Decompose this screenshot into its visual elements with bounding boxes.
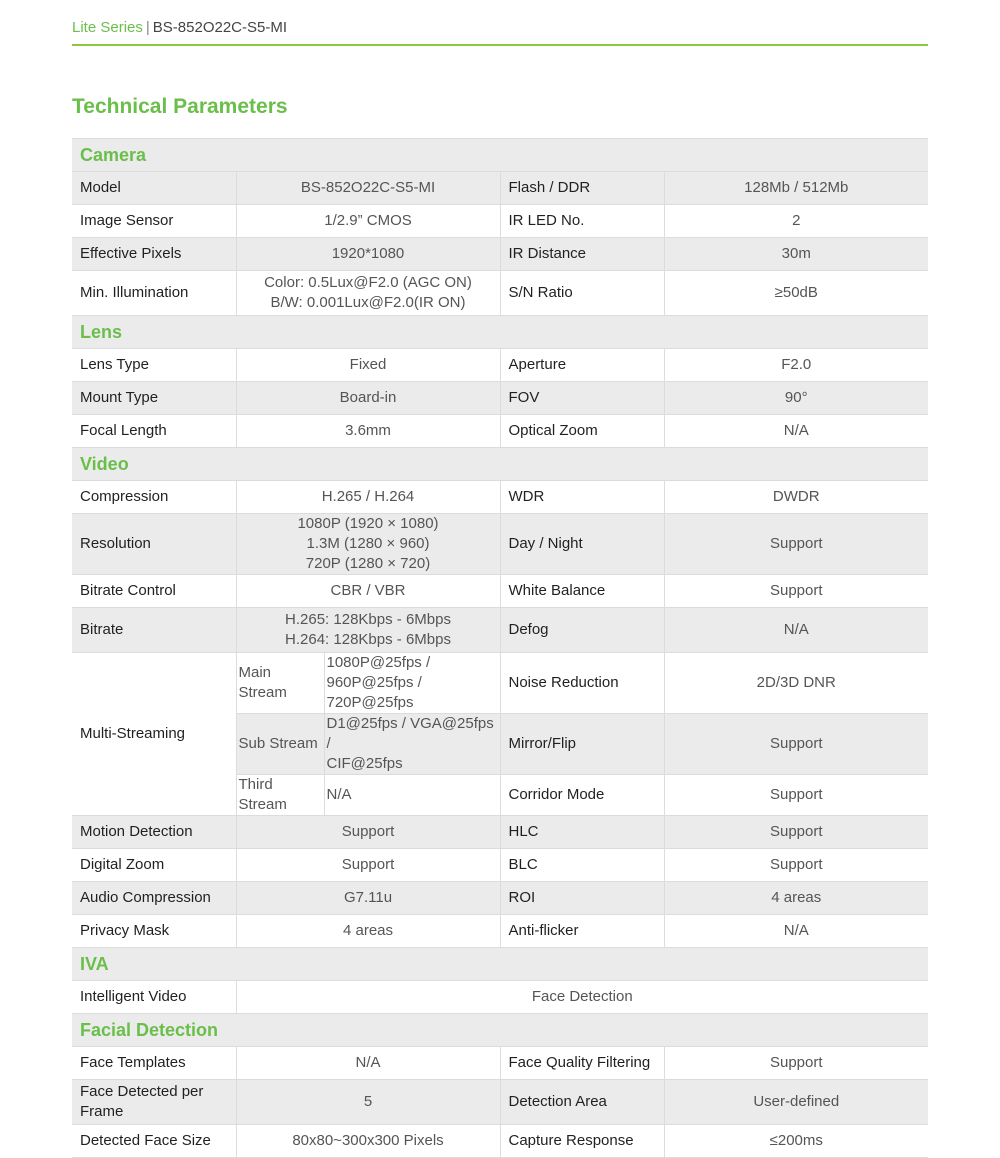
row-value: N/A xyxy=(236,1047,500,1080)
row-value: 2D/3D DNR xyxy=(664,653,928,714)
row-value: Third Stream xyxy=(236,775,324,816)
header-model: BS-852O22C-S5-MI xyxy=(152,19,287,36)
section-camera xyxy=(72,139,928,172)
value-line: 720P (1280 × 720) xyxy=(305,555,431,572)
section-lens xyxy=(72,316,928,349)
row-value xyxy=(236,608,500,653)
row-value: Support xyxy=(664,775,928,816)
table-row xyxy=(72,1080,928,1125)
table-row xyxy=(72,653,928,714)
value-line: CIF@25fps xyxy=(326,755,403,772)
row-label: Face Quality Filtering xyxy=(500,1047,664,1080)
row-label: White Balance xyxy=(500,575,664,608)
row-value: 4 areas xyxy=(236,915,500,948)
series-name: Lite Series xyxy=(72,19,143,36)
row-value: 4 areas xyxy=(664,882,928,915)
value-line: 1080P@25fps / xyxy=(326,654,431,671)
row-value xyxy=(324,653,500,714)
row-value: Support xyxy=(664,575,928,608)
row-value: ≤200ms xyxy=(664,1125,928,1158)
table-row xyxy=(72,349,928,382)
row-label: Effective Pixels xyxy=(72,238,236,271)
row-label: IR LED No. xyxy=(500,205,664,238)
table-row xyxy=(72,575,928,608)
row-label: Mount Type xyxy=(72,382,236,415)
table-row xyxy=(72,514,928,575)
spec-table xyxy=(72,138,928,1158)
row-value: 5 xyxy=(236,1080,500,1125)
section-video xyxy=(72,448,928,481)
row-value: N/A xyxy=(664,915,928,948)
row-label: BLC xyxy=(500,849,664,882)
row-value: F2.0 xyxy=(664,349,928,382)
table-row xyxy=(72,238,928,271)
row-value: Face Detection xyxy=(236,981,928,1014)
table-row xyxy=(72,882,928,915)
page-title: Technical Parameters xyxy=(72,95,288,118)
row-label: Anti-flicker xyxy=(500,915,664,948)
row-label xyxy=(72,1080,236,1125)
row-value: 1920*1080 xyxy=(236,238,500,271)
row-label: Resolution xyxy=(72,514,236,575)
row-label: HLC xyxy=(500,816,664,849)
table-row xyxy=(72,415,928,448)
row-value: Sub Stream xyxy=(236,714,324,775)
value-line: 1.3M (1280 × 960) xyxy=(306,535,430,552)
row-value: User-defined xyxy=(664,1080,928,1125)
row-label: Model xyxy=(72,172,236,205)
row-label: Intelligent Video xyxy=(72,981,236,1014)
row-value: Facial Detection xyxy=(72,1014,928,1047)
row-label: WDR xyxy=(500,481,664,514)
table-row xyxy=(72,981,928,1014)
row-label: FOV xyxy=(500,382,664,415)
value-line: Face Detected per xyxy=(80,1083,204,1100)
row-label: Capture Response xyxy=(500,1125,664,1158)
value-line: B/W: 0.001Lux@F2.0(IR ON) xyxy=(270,294,466,311)
row-value: 3.6mm xyxy=(236,415,500,448)
row-label: Flash / DDR xyxy=(500,172,664,205)
row-label: Corridor Mode xyxy=(500,775,664,816)
row-value: Fixed xyxy=(236,349,500,382)
table-row xyxy=(72,382,928,415)
row-value: 80x80~300x300 Pixels xyxy=(236,1125,500,1158)
row-label: Focal Length xyxy=(72,415,236,448)
row-label: Bitrate Control xyxy=(72,575,236,608)
row-label: S/N Ratio xyxy=(500,271,664,316)
row-label: Motion Detection xyxy=(72,816,236,849)
row-label: Day / Night xyxy=(500,514,664,575)
row-value: 2 xyxy=(664,205,928,238)
row-value: CBR / VBR xyxy=(236,575,500,608)
row-label: IR Distance xyxy=(500,238,664,271)
row-value: Support xyxy=(664,514,928,575)
section-facial-detection xyxy=(72,1014,928,1047)
row-value: Camera xyxy=(72,139,928,172)
row-value: Support xyxy=(236,816,500,849)
value-line: 1080P (1920 × 1080) xyxy=(297,515,439,532)
row-label: Lens Type xyxy=(72,349,236,382)
row-value: 90° xyxy=(664,382,928,415)
value-line: Frame xyxy=(80,1103,124,1120)
row-label: Face Templates xyxy=(72,1047,236,1080)
row-label: Compression xyxy=(72,481,236,514)
row-label: Audio Compression xyxy=(72,882,236,915)
row-label: ROI xyxy=(500,882,664,915)
row-value: Board-in xyxy=(236,382,500,415)
row-value: 128Mb / 512Mb xyxy=(664,172,928,205)
row-value: N/A xyxy=(324,775,500,816)
row-value: Support xyxy=(236,849,500,882)
row-value: 30m xyxy=(664,238,928,271)
row-label: Noise Reduction xyxy=(500,653,664,714)
row-value: 1/2.9” CMOS xyxy=(236,205,500,238)
row-label: Privacy Mask xyxy=(72,915,236,948)
row-label: Min. Illumination xyxy=(72,271,236,316)
row-value: G7.11u xyxy=(236,882,500,915)
row-value: Support xyxy=(664,714,928,775)
row-value: H.265 / H.264 xyxy=(236,481,500,514)
row-label: Defog xyxy=(500,608,664,653)
value-line: 960P@25fps / 720P@25fps xyxy=(326,674,422,711)
row-label: Detected Face Size xyxy=(72,1125,236,1158)
row-value xyxy=(236,514,500,575)
row-value xyxy=(324,714,500,775)
row-label: Aperture xyxy=(500,349,664,382)
table-row xyxy=(72,1047,928,1080)
row-value: DWDR xyxy=(664,481,928,514)
row-value: Support xyxy=(664,849,928,882)
row-value: Main Stream xyxy=(236,653,324,714)
row-value: IVA xyxy=(72,948,928,981)
table-row xyxy=(72,205,928,238)
section-iva xyxy=(72,948,928,981)
table-row xyxy=(72,481,928,514)
table-row xyxy=(72,271,928,316)
row-value: N/A xyxy=(664,608,928,653)
row-value: N/A xyxy=(664,415,928,448)
table-row xyxy=(72,849,928,882)
row-value: Video xyxy=(72,448,928,481)
header-separator: | xyxy=(145,19,150,36)
row-value: Support xyxy=(664,1047,928,1080)
value-line: H.264: 128Kbps - 6Mbps xyxy=(285,631,451,648)
table-row xyxy=(72,915,928,948)
row-value: BS-852O22C-S5-MI xyxy=(236,172,500,205)
row-label: Digital Zoom xyxy=(72,849,236,882)
table-row xyxy=(72,816,928,849)
row-value xyxy=(236,271,500,316)
value-line: H.265: 128Kbps - 6Mbps xyxy=(285,611,451,628)
table-row xyxy=(72,608,928,653)
page-header xyxy=(72,16,928,46)
row-label: Multi-Streaming xyxy=(72,653,236,816)
row-value: Support xyxy=(664,816,928,849)
row-label: Optical Zoom xyxy=(500,415,664,448)
row-label: Mirror/Flip xyxy=(500,714,664,775)
row-value: ≥50dB xyxy=(664,271,928,316)
row-label: Detection Area xyxy=(500,1080,664,1125)
value-line: D1@25fps / VGA@25fps / xyxy=(326,715,494,752)
row-label: Bitrate xyxy=(72,608,236,653)
table-row xyxy=(72,172,928,205)
row-value: Lens xyxy=(72,316,928,349)
row-label: Image Sensor xyxy=(72,205,236,238)
value-line: Color: 0.5Lux@F2.0 (AGC ON) xyxy=(264,274,472,291)
table-row xyxy=(72,1125,928,1158)
